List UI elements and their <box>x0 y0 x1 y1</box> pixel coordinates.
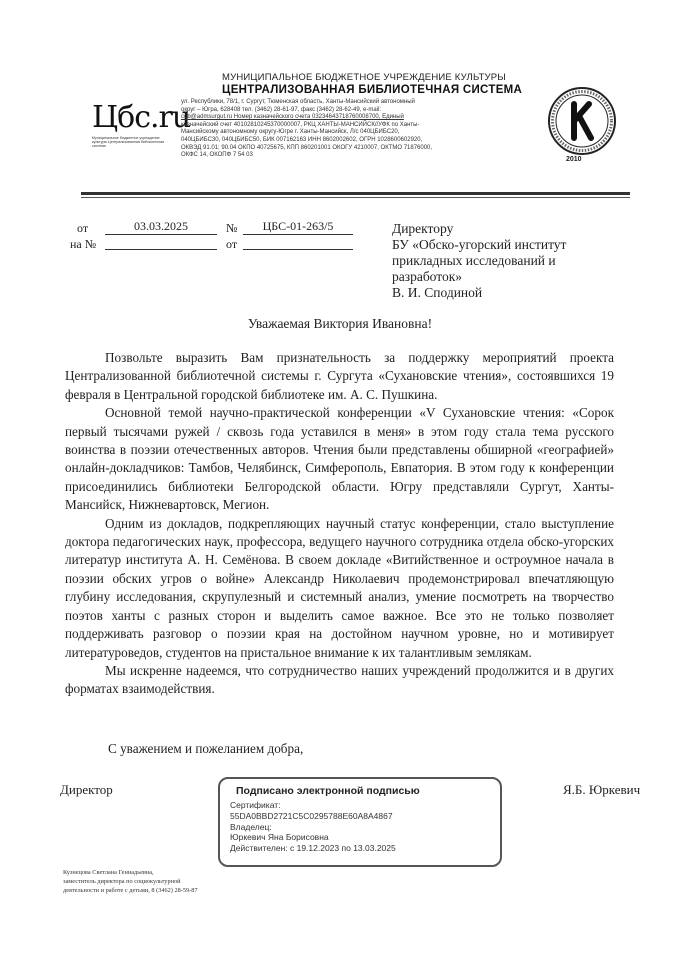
address-line: округ – Югра, 628408 тел. (3462) 28-61-97, факс (3462) 28-62-49, e-mail: <box>181 106 382 113</box>
letter-number: ЦБС-01-263/5 <box>243 219 353 235</box>
seal-icon <box>547 86 617 156</box>
addressee-line: В. И. Сподиной <box>392 285 483 300</box>
number-label: № <box>226 221 238 235</box>
signatory-title: Директор <box>60 782 113 797</box>
header-divider <box>81 192 630 195</box>
address-line: ул. Республики, 78/1, г. Сургут, Тюменская область, Ханты-Мансийский автономный <box>181 99 415 105</box>
ref-label: на № <box>70 237 97 251</box>
esig-cert-value: 55DA0BBD2721C5C0295788E60A8A4867 <box>230 810 393 821</box>
esig-validity: Действителен: с 19.12.2023 по 13.03.2025 <box>230 843 396 854</box>
paragraph: Мы искренне надеемся, что сотрудничество наших учреждений продолжится и в других форматах взаимодействия. <box>65 662 614 697</box>
paragraph: Позвольте выразить Вам признательность за поддержку мероприятий проекта Централизованной библиотечной системы г. Сургута «Сухановские чтения», состоявшихся 19 февраля в Центральной городской библиотеке им. А. С. Пушкина. <box>65 350 614 402</box>
address-line: казначейский счет 40102810245370000007, РКЦ ХАНТЫ-МАНСИЙСК//УФК по Ханты- <box>181 121 420 128</box>
org-requisites <box>181 99 531 160</box>
addressee-line: БУ «Обско-угорский институт <box>392 237 567 252</box>
seal-year: 2010 <box>566 156 582 163</box>
paragraph: Одним из докладов, подкрепляющих научный статус конференции, стало выступление доктора педагогических наук, профессора, ведущего научного сотрудника отдела обско-угорских литератур института А. Н. Семёнова. В своем докладе «Витийственное и остроумное начала в поэзии обских угров о войне» Александр Николаевич продемонстрировал впечатляющую глубину исследования, скрупулезный и системный анализ, умение посмотреть на творчество поэтов ханты с разных сторон и выделить самое важное. Все это не только позволяет поддерживать разговор о поэзии края на достойном научном уровне, но и мотивирует литературоведов, студентов на пристальное внимание к их талантливым землякам. <box>65 515 614 660</box>
header-divider-thin <box>81 197 630 198</box>
ref-number <box>105 234 217 250</box>
address-line: ОКФС 14, ОКОПФ 7 54 03 <box>181 152 253 159</box>
executor-info <box>63 868 323 895</box>
addressee-block <box>392 221 612 301</box>
address-line: Мансийскому автономному округу-Югре г. Ханты-Мансийск, Л/с 040ЦБИБС20, <box>181 129 400 136</box>
logo-subtitle: Муниципальное бюджетное учреждение культуры Централизованная библиотечная система <box>92 136 165 149</box>
cbs-logo: Цбс.ru <box>92 100 191 135</box>
electronic-signature-stamp <box>218 777 502 867</box>
org-name: ЦЕНТРАЛИЗОВАННАЯ БИБЛИОТЕЧНАЯ СИСТЕМА <box>222 84 523 96</box>
letter-date: 03.03.2025 <box>105 219 217 235</box>
letter-body <box>65 349 614 699</box>
ref-from-label: от <box>226 237 238 251</box>
paragraph: Основной темой научно-практической конференции «V Сухановские чтения: «Сорок первый тысячами ружей / сквозь года уставился в меня» в этом году стала тема русского воинства в поэзии отечественных авторов. Чтения были представлены обширной «географией» онлайн-докладчиков: Тамбов, Челябинск, Симферополь, Евпатория. В этом году к конференции присоединились библиотеки Белгородской области. Югру представляли Сургут, Ханты-Мансийск, Нижневартовск, Мегион. <box>65 405 614 513</box>
addressee-line: Директору <box>392 221 454 236</box>
addressee-line: разработок» <box>392 269 463 284</box>
address-line: 040ЦБИБС30, 040ЦБИБС50, БИК 007162163 ИНН 8602002602, ОГРН 1028600602920, <box>181 136 423 143</box>
address-line: cgb@admsurgut.ru Номер казначейского счета 03234643718760008700, Единый <box>181 114 404 121</box>
executor-line: Кузнецова Светлана Геннадьевна, <box>63 869 154 876</box>
esig-owner-label: Владелец: <box>230 821 272 832</box>
esig-cert-label: Сертификат: <box>230 800 281 810</box>
signatory-name: Я.Б. Юркевич <box>563 782 641 797</box>
org-type: МУНИЦИПАЛЬНОЕ БЮДЖЕТНОЕ УЧРЕЖДЕНИЕ КУЛЬТУРЫ <box>222 72 506 83</box>
esig-heading: Подписано электронной подписью <box>236 785 420 797</box>
executor-line: заместитель директора по социокультурной <box>63 878 181 885</box>
closing-regards: С уважением и пожеланием добра, <box>108 741 304 756</box>
from-label: от <box>77 221 89 235</box>
greeting: Уважаемая Виктория Ивановна! <box>247 316 433 331</box>
address-line: ОКВЭД 91.01; 90.04 ОКПО 40725675, КПП 860201001 ОКОГУ 4210007, ОКТМО 71876000, <box>181 144 433 151</box>
ref-date <box>243 234 353 250</box>
addressee-line: прикладных исследований и <box>392 253 556 268</box>
esig-owner-value: Юркевич Яна Борисовна <box>230 832 329 843</box>
executor-line: деятельности и работе с детьми, 8 (3462) 28-59-87 <box>63 887 198 894</box>
